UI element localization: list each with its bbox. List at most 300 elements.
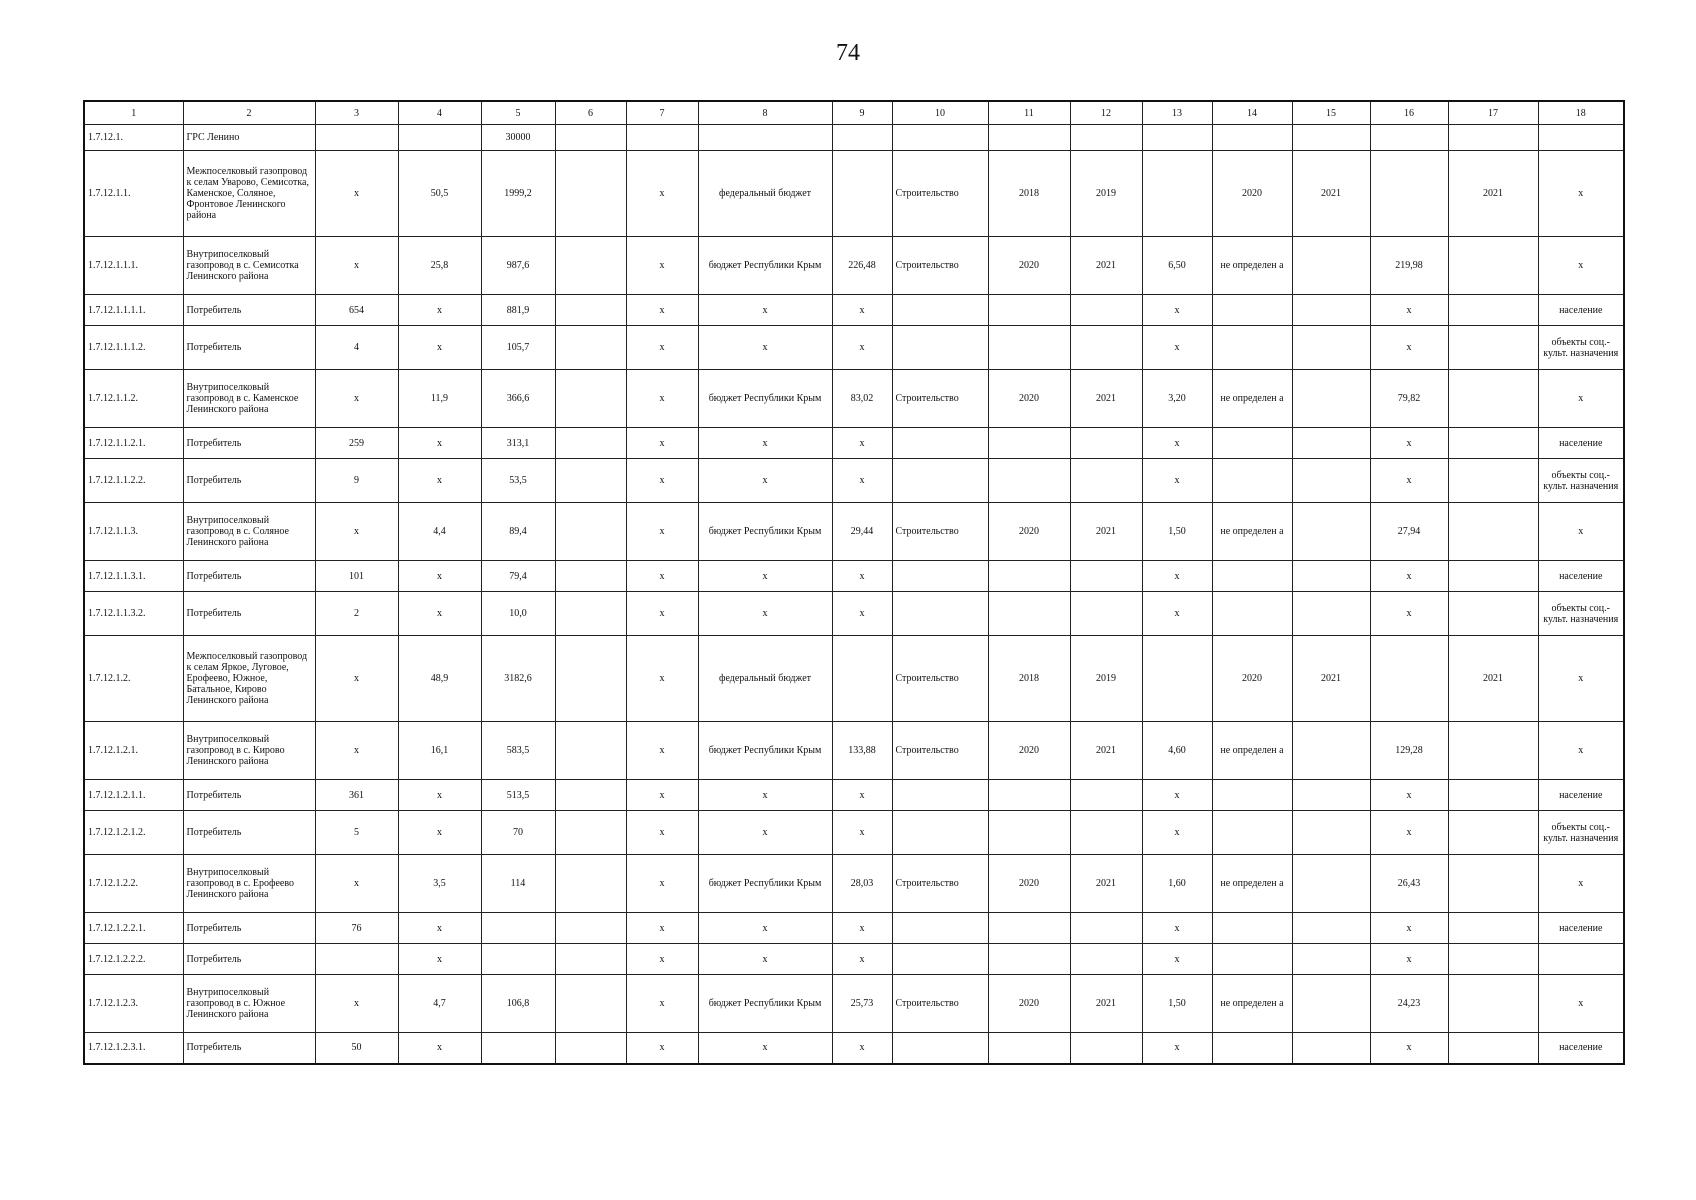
table-cell-col-9: 25,73 — [832, 975, 892, 1033]
table-cell-col-3: х — [315, 975, 398, 1033]
table-cell-col-6 — [555, 722, 626, 780]
table-cell-col-17 — [1448, 295, 1538, 326]
table-cell-col-5: 79,4 — [481, 561, 555, 592]
table-cell-col-7: х — [626, 913, 698, 944]
table-cell-col-10 — [892, 459, 988, 503]
table-row — [84, 780, 1624, 811]
table-row — [84, 428, 1624, 459]
table-cell-col-8: х — [698, 428, 832, 459]
column-header-7: 7 — [626, 101, 698, 125]
table-cell-col-5: 583,5 — [481, 722, 555, 780]
table-cell-col-3: 361 — [315, 780, 398, 811]
table-cell-col-11 — [988, 295, 1070, 326]
table-cell-col-2: Потребитель — [183, 780, 315, 811]
table-cell-col-9: 28,03 — [832, 855, 892, 913]
table-cell-col-10 — [892, 944, 988, 975]
table-cell-col-15: 2021 — [1292, 636, 1370, 722]
table-cell-col-10 — [892, 913, 988, 944]
table-cell-col-6 — [555, 811, 626, 855]
table-cell-col-4: 3,5 — [398, 855, 481, 913]
table-cell-col-7: х — [626, 855, 698, 913]
table-cell-col-14: не определен а — [1212, 370, 1292, 428]
table-cell-col-12 — [1070, 780, 1142, 811]
table-cell-col-8: х — [698, 561, 832, 592]
table-cell-col-9: х — [832, 326, 892, 370]
table-cell-col-6 — [555, 370, 626, 428]
table-cell-col-17 — [1448, 459, 1538, 503]
table-cell-col-18: население — [1538, 428, 1624, 459]
table-cell-col-17 — [1448, 811, 1538, 855]
table-cell-col-18: объекты соц.-культ. назначения — [1538, 811, 1624, 855]
table-cell-col-2: Потребитель — [183, 913, 315, 944]
table-cell-col-3: 654 — [315, 295, 398, 326]
table-cell-col-15 — [1292, 503, 1370, 561]
table-cell-col-11 — [988, 913, 1070, 944]
table-cell-col-17 — [1448, 428, 1538, 459]
table-row — [84, 913, 1624, 944]
table-cell-col-18: х — [1538, 855, 1624, 913]
column-header-11: 11 — [988, 101, 1070, 125]
table-cell-col-7: х — [626, 295, 698, 326]
table-cell-col-4: х — [398, 295, 481, 326]
table-cell-col-12 — [1070, 561, 1142, 592]
table-cell-col-8 — [698, 125, 832, 151]
table-cell-col-14: 2020 — [1212, 636, 1292, 722]
table-cell-col-13: 1,50 — [1142, 503, 1212, 561]
table-cell-col-2: Внутрипоселковый газопровод в с. Каменское Ленинского района — [183, 370, 315, 428]
table-cell-col-18: население — [1538, 561, 1624, 592]
table-cell-col-17 — [1448, 370, 1538, 428]
table-cell-col-4: х — [398, 428, 481, 459]
table-cell-col-14 — [1212, 459, 1292, 503]
table-cell-col-1: 1.7.12.1.1.3.2. — [84, 592, 183, 636]
column-header-3: 3 — [315, 101, 398, 125]
table-cell-col-2: Внутрипоселковый газопровод в с. Ерофеево Ленинского района — [183, 855, 315, 913]
table-cell-col-4: х — [398, 913, 481, 944]
table-cell-col-16: х — [1370, 944, 1448, 975]
table-cell-col-4: х — [398, 561, 481, 592]
table-cell-col-11: 2020 — [988, 237, 1070, 295]
table-cell-col-8: бюджет Республики Крым — [698, 370, 832, 428]
table-cell-col-3: 2 — [315, 592, 398, 636]
table-cell-col-12 — [1070, 295, 1142, 326]
table-cell-col-5: 881,9 — [481, 295, 555, 326]
table-cell-col-16: х — [1370, 561, 1448, 592]
table-cell-col-13: 4,60 — [1142, 722, 1212, 780]
table-cell-col-10: Строительство — [892, 722, 988, 780]
table-cell-col-14 — [1212, 944, 1292, 975]
table-cell-col-9 — [832, 125, 892, 151]
column-header-12: 12 — [1070, 101, 1142, 125]
table-cell-col-5: 105,7 — [481, 326, 555, 370]
table-cell-col-18: х — [1538, 237, 1624, 295]
table-cell-col-9: х — [832, 811, 892, 855]
table-cell-col-3: х — [315, 855, 398, 913]
table-cell-col-9: х — [832, 295, 892, 326]
table-cell-col-11 — [988, 592, 1070, 636]
table-cell-col-9: 133,88 — [832, 722, 892, 780]
table-row — [84, 561, 1624, 592]
table-cell-col-2: Потребитель — [183, 326, 315, 370]
table-cell-col-17 — [1448, 503, 1538, 561]
table-cell-col-2: Межпоселковый газопровод к селам Уварово, Семисотка, Каменское, Соляное, Фронтовое Ленинского района — [183, 151, 315, 237]
table-cell-col-4: 11,9 — [398, 370, 481, 428]
table-cell-col-18: объекты соц.-культ. назначения — [1538, 459, 1624, 503]
table-cell-col-7: х — [626, 780, 698, 811]
table-cell-col-2: Потребитель — [183, 944, 315, 975]
table-cell-col-5: 987,6 — [481, 237, 555, 295]
table-cell-col-17 — [1448, 722, 1538, 780]
table-cell-col-15 — [1292, 722, 1370, 780]
table-cell-col-11: 2020 — [988, 855, 1070, 913]
table-cell-col-16: х — [1370, 428, 1448, 459]
column-header-10: 10 — [892, 101, 988, 125]
table-cell-col-7: х — [626, 326, 698, 370]
table-cell-col-1: 1.7.12.1.1.1.1. — [84, 295, 183, 326]
table-cell-col-13: х — [1142, 326, 1212, 370]
table-cell-col-5: 53,5 — [481, 459, 555, 503]
table-cell-col-5: 30000 — [481, 125, 555, 151]
table-cell-col-16: х — [1370, 295, 1448, 326]
table-cell-col-13: х — [1142, 428, 1212, 459]
table-cell-col-11 — [988, 811, 1070, 855]
table-cell-col-17 — [1448, 913, 1538, 944]
table-cell-col-4: 16,1 — [398, 722, 481, 780]
table-cell-col-8: х — [698, 780, 832, 811]
table-cell-col-13 — [1142, 151, 1212, 237]
table-cell-col-5 — [481, 944, 555, 975]
table-cell-col-8: бюджет Республики Крым — [698, 722, 832, 780]
table-cell-col-5: 70 — [481, 811, 555, 855]
table-cell-col-4: 50,5 — [398, 151, 481, 237]
table-row — [84, 295, 1624, 326]
table-cell-col-5: 106,8 — [481, 975, 555, 1033]
table-cell-col-6 — [555, 125, 626, 151]
table-cell-col-2: Потребитель — [183, 561, 315, 592]
table-cell-col-16: 79,82 — [1370, 370, 1448, 428]
column-header-9: 9 — [832, 101, 892, 125]
table-cell-col-15 — [1292, 1033, 1370, 1064]
table-cell-col-6 — [555, 944, 626, 975]
table-cell-col-5 — [481, 1033, 555, 1064]
table-cell-col-13: х — [1142, 811, 1212, 855]
table-cell-col-16: х — [1370, 459, 1448, 503]
table-cell-col-1: 1.7.12.1.1. — [84, 151, 183, 237]
table-cell-col-14: не определен а — [1212, 237, 1292, 295]
table-cell-col-7: х — [626, 503, 698, 561]
table-cell-col-16: х — [1370, 592, 1448, 636]
table-cell-col-12 — [1070, 428, 1142, 459]
table-cell-col-13: 6,50 — [1142, 237, 1212, 295]
table-body — [84, 125, 1624, 1064]
table-cell-col-7: х — [626, 428, 698, 459]
table-cell-col-8: федеральный бюджет — [698, 151, 832, 237]
table-cell-col-10: Строительство — [892, 503, 988, 561]
table-cell-col-1: 1.7.12.1.2.2. — [84, 855, 183, 913]
table-cell-col-1: 1.7.12.1.2.3.1. — [84, 1033, 183, 1064]
table-cell-col-9: 226,48 — [832, 237, 892, 295]
table-cell-col-15 — [1292, 370, 1370, 428]
table-cell-col-5: 114 — [481, 855, 555, 913]
table-cell-col-4: 25,8 — [398, 237, 481, 295]
table-cell-col-18: население — [1538, 913, 1624, 944]
table-row — [84, 722, 1624, 780]
table-cell-col-7: х — [626, 459, 698, 503]
table-cell-col-14 — [1212, 811, 1292, 855]
table-cell-col-16: 219,98 — [1370, 237, 1448, 295]
table-cell-col-6 — [555, 855, 626, 913]
table-cell-col-13: х — [1142, 944, 1212, 975]
table-cell-col-12 — [1070, 592, 1142, 636]
table-cell-col-13: х — [1142, 295, 1212, 326]
table-cell-col-15 — [1292, 125, 1370, 151]
table-cell-col-15 — [1292, 326, 1370, 370]
table-cell-col-8: бюджет Республики Крым — [698, 855, 832, 913]
table-cell-col-5: 3182,6 — [481, 636, 555, 722]
table-cell-col-7: х — [626, 975, 698, 1033]
table-cell-col-10: Строительство — [892, 237, 988, 295]
table-cell-col-8: х — [698, 295, 832, 326]
table-cell-col-18: объекты соц.-культ. назначения — [1538, 592, 1624, 636]
table-cell-col-14 — [1212, 295, 1292, 326]
table-cell-col-11: 2020 — [988, 722, 1070, 780]
table-row — [84, 1033, 1624, 1064]
table-cell-col-3: 9 — [315, 459, 398, 503]
table-cell-col-11 — [988, 561, 1070, 592]
table-cell-col-14 — [1212, 592, 1292, 636]
table-cell-col-7: х — [626, 561, 698, 592]
table-cell-col-6 — [555, 151, 626, 237]
table-cell-col-4: х — [398, 811, 481, 855]
table-cell-col-3: 50 — [315, 1033, 398, 1064]
table-cell-col-12: 2021 — [1070, 370, 1142, 428]
table-cell-col-2: Потребитель — [183, 592, 315, 636]
table-cell-col-1: 1.7.12.1. — [84, 125, 183, 151]
table-cell-col-15 — [1292, 855, 1370, 913]
table-cell-col-17 — [1448, 855, 1538, 913]
table-cell-col-14: не определен а — [1212, 503, 1292, 561]
table-cell-col-1: 1.7.12.1.2.1.2. — [84, 811, 183, 855]
table-cell-col-5: 10,0 — [481, 592, 555, 636]
table-cell-col-17: 2021 — [1448, 636, 1538, 722]
column-header-2: 2 — [183, 101, 315, 125]
table-cell-col-11: 2020 — [988, 370, 1070, 428]
table-cell-col-13 — [1142, 125, 1212, 151]
table-cell-col-14: не определен а — [1212, 722, 1292, 780]
table-cell-col-15 — [1292, 944, 1370, 975]
table-cell-col-10 — [892, 295, 988, 326]
table-cell-col-10 — [892, 811, 988, 855]
gas-pipeline-table — [83, 100, 1625, 1065]
table-cell-col-3: 76 — [315, 913, 398, 944]
column-header-16: 16 — [1370, 101, 1448, 125]
table-cell-col-13: х — [1142, 1033, 1212, 1064]
table-cell-col-4: 48,9 — [398, 636, 481, 722]
table-cell-col-11: 2018 — [988, 151, 1070, 237]
table-cell-col-17 — [1448, 125, 1538, 151]
table-row — [84, 125, 1624, 151]
table-cell-col-3: 4 — [315, 326, 398, 370]
table-cell-col-5: 1999,2 — [481, 151, 555, 237]
table-cell-col-17 — [1448, 1033, 1538, 1064]
table-cell-col-5: 366,6 — [481, 370, 555, 428]
table-cell-col-1: 1.7.12.1.2.1.1. — [84, 780, 183, 811]
table-cell-col-8: х — [698, 944, 832, 975]
table-cell-col-13: х — [1142, 459, 1212, 503]
table-cell-col-6 — [555, 780, 626, 811]
column-header-18: 18 — [1538, 101, 1624, 125]
table-cell-col-9: х — [832, 1033, 892, 1064]
table-cell-col-18: х — [1538, 975, 1624, 1033]
table-cell-col-9: х — [832, 913, 892, 944]
table-cell-col-18: х — [1538, 370, 1624, 428]
table-cell-col-3 — [315, 944, 398, 975]
table-cell-col-9: х — [832, 592, 892, 636]
table-cell-col-9: 29,44 — [832, 503, 892, 561]
table-cell-col-5 — [481, 913, 555, 944]
table-cell-col-15 — [1292, 237, 1370, 295]
column-header-5: 5 — [481, 101, 555, 125]
table-row — [84, 592, 1624, 636]
table-cell-col-1: 1.7.12.1.1.2.2. — [84, 459, 183, 503]
table-cell-col-12: 2019 — [1070, 636, 1142, 722]
table-cell-col-7: х — [626, 722, 698, 780]
table-cell-col-2: Внутрипоселковый газопровод в с. Южное Ленинского района — [183, 975, 315, 1033]
table-cell-col-12 — [1070, 326, 1142, 370]
table-cell-col-16: 129,28 — [1370, 722, 1448, 780]
table-cell-col-7: х — [626, 944, 698, 975]
column-header-17: 17 — [1448, 101, 1538, 125]
table-cell-col-8: бюджет Республики Крым — [698, 503, 832, 561]
table-cell-col-6 — [555, 428, 626, 459]
header-row — [84, 101, 1624, 125]
table-cell-col-4: х — [398, 326, 481, 370]
table-cell-col-8: бюджет Республики Крым — [698, 237, 832, 295]
table-cell-col-16: х — [1370, 326, 1448, 370]
table-cell-col-11 — [988, 459, 1070, 503]
table-cell-col-9: х — [832, 459, 892, 503]
table-cell-col-17 — [1448, 975, 1538, 1033]
table-cell-col-9: 83,02 — [832, 370, 892, 428]
table-cell-col-2: Потребитель — [183, 295, 315, 326]
table-cell-col-15 — [1292, 592, 1370, 636]
table-cell-col-3: х — [315, 503, 398, 561]
table-cell-col-11 — [988, 944, 1070, 975]
table-cell-col-6 — [555, 295, 626, 326]
table-cell-col-11 — [988, 326, 1070, 370]
table-cell-col-18: объекты соц.-культ. назначения — [1538, 326, 1624, 370]
table-cell-col-18: х — [1538, 636, 1624, 722]
table-cell-col-6 — [555, 503, 626, 561]
table-cell-col-12 — [1070, 125, 1142, 151]
table-cell-col-15 — [1292, 295, 1370, 326]
table-cell-col-3: х — [315, 722, 398, 780]
table-cell-col-15 — [1292, 780, 1370, 811]
table-cell-col-4 — [398, 125, 481, 151]
table-cell-col-3 — [315, 125, 398, 151]
table-cell-col-9: х — [832, 561, 892, 592]
table-cell-col-11: 2018 — [988, 636, 1070, 722]
table-row — [84, 811, 1624, 855]
table-cell-col-14 — [1212, 428, 1292, 459]
table-cell-col-4: х — [398, 459, 481, 503]
table-cell-col-15 — [1292, 811, 1370, 855]
table-cell-col-2: Внутрипоселковый газопровод в с. Соляное Ленинского района — [183, 503, 315, 561]
table-cell-col-12 — [1070, 944, 1142, 975]
table-cell-col-7: х — [626, 592, 698, 636]
table-cell-col-4: х — [398, 592, 481, 636]
table-cell-col-18 — [1538, 125, 1624, 151]
table-cell-col-8: х — [698, 326, 832, 370]
table-cell-col-8: х — [698, 913, 832, 944]
table-cell-col-12: 2021 — [1070, 975, 1142, 1033]
table-cell-col-16 — [1370, 151, 1448, 237]
column-header-8: 8 — [698, 101, 832, 125]
table-cell-col-10 — [892, 780, 988, 811]
table-cell-col-9: х — [832, 944, 892, 975]
table-cell-col-1: 1.7.12.1.2.2.1. — [84, 913, 183, 944]
table-cell-col-13: 1,60 — [1142, 855, 1212, 913]
table-cell-col-13: х — [1142, 780, 1212, 811]
table-cell-col-9: х — [832, 428, 892, 459]
column-header-13: 13 — [1142, 101, 1212, 125]
table-cell-col-3: 259 — [315, 428, 398, 459]
table-cell-col-13: х — [1142, 913, 1212, 944]
table-cell-col-9 — [832, 151, 892, 237]
table-cell-col-13: 1,50 — [1142, 975, 1212, 1033]
table-cell-col-7 — [626, 125, 698, 151]
table-cell-col-6 — [555, 913, 626, 944]
table-cell-col-4: 4,7 — [398, 975, 481, 1033]
table-cell-col-10: Строительство — [892, 975, 988, 1033]
table-cell-col-10: Строительство — [892, 370, 988, 428]
table-cell-col-13: 3,20 — [1142, 370, 1212, 428]
table-cell-col-12 — [1070, 811, 1142, 855]
table-cell-col-8: х — [698, 811, 832, 855]
table-cell-col-9: х — [832, 780, 892, 811]
table-cell-col-10 — [892, 592, 988, 636]
table-cell-col-14 — [1212, 1033, 1292, 1064]
table-cell-col-16: 24,23 — [1370, 975, 1448, 1033]
table-cell-col-1: 1.7.12.1.2.1. — [84, 722, 183, 780]
table-cell-col-12 — [1070, 1033, 1142, 1064]
table-cell-col-17: 2021 — [1448, 151, 1538, 237]
table-cell-col-16: х — [1370, 811, 1448, 855]
table-cell-col-6 — [555, 592, 626, 636]
table-cell-col-2: Межпоселковый газопровод к селам Яркое, Луговое, Ерофеево, Южное, Батальное, Кирово Ленинского района — [183, 636, 315, 722]
table-cell-col-11: 2020 — [988, 975, 1070, 1033]
table-row — [84, 151, 1624, 237]
table-cell-col-7: х — [626, 811, 698, 855]
table-cell-col-7: х — [626, 151, 698, 237]
table-cell-col-17 — [1448, 326, 1538, 370]
table-cell-col-6 — [555, 636, 626, 722]
table-cell-col-3: х — [315, 370, 398, 428]
table-cell-col-3: 101 — [315, 561, 398, 592]
table-cell-col-4: х — [398, 1033, 481, 1064]
table-cell-col-3: х — [315, 237, 398, 295]
table-cell-col-16: 27,94 — [1370, 503, 1448, 561]
table-cell-col-2: Потребитель — [183, 811, 315, 855]
table-cell-col-3: х — [315, 151, 398, 237]
table-cell-col-17 — [1448, 237, 1538, 295]
table-cell-col-12: 2019 — [1070, 151, 1142, 237]
table-cell-col-15 — [1292, 975, 1370, 1033]
table-cell-col-11 — [988, 780, 1070, 811]
column-header-14: 14 — [1212, 101, 1292, 125]
table-cell-col-18: х — [1538, 722, 1624, 780]
table-cell-col-11 — [988, 428, 1070, 459]
